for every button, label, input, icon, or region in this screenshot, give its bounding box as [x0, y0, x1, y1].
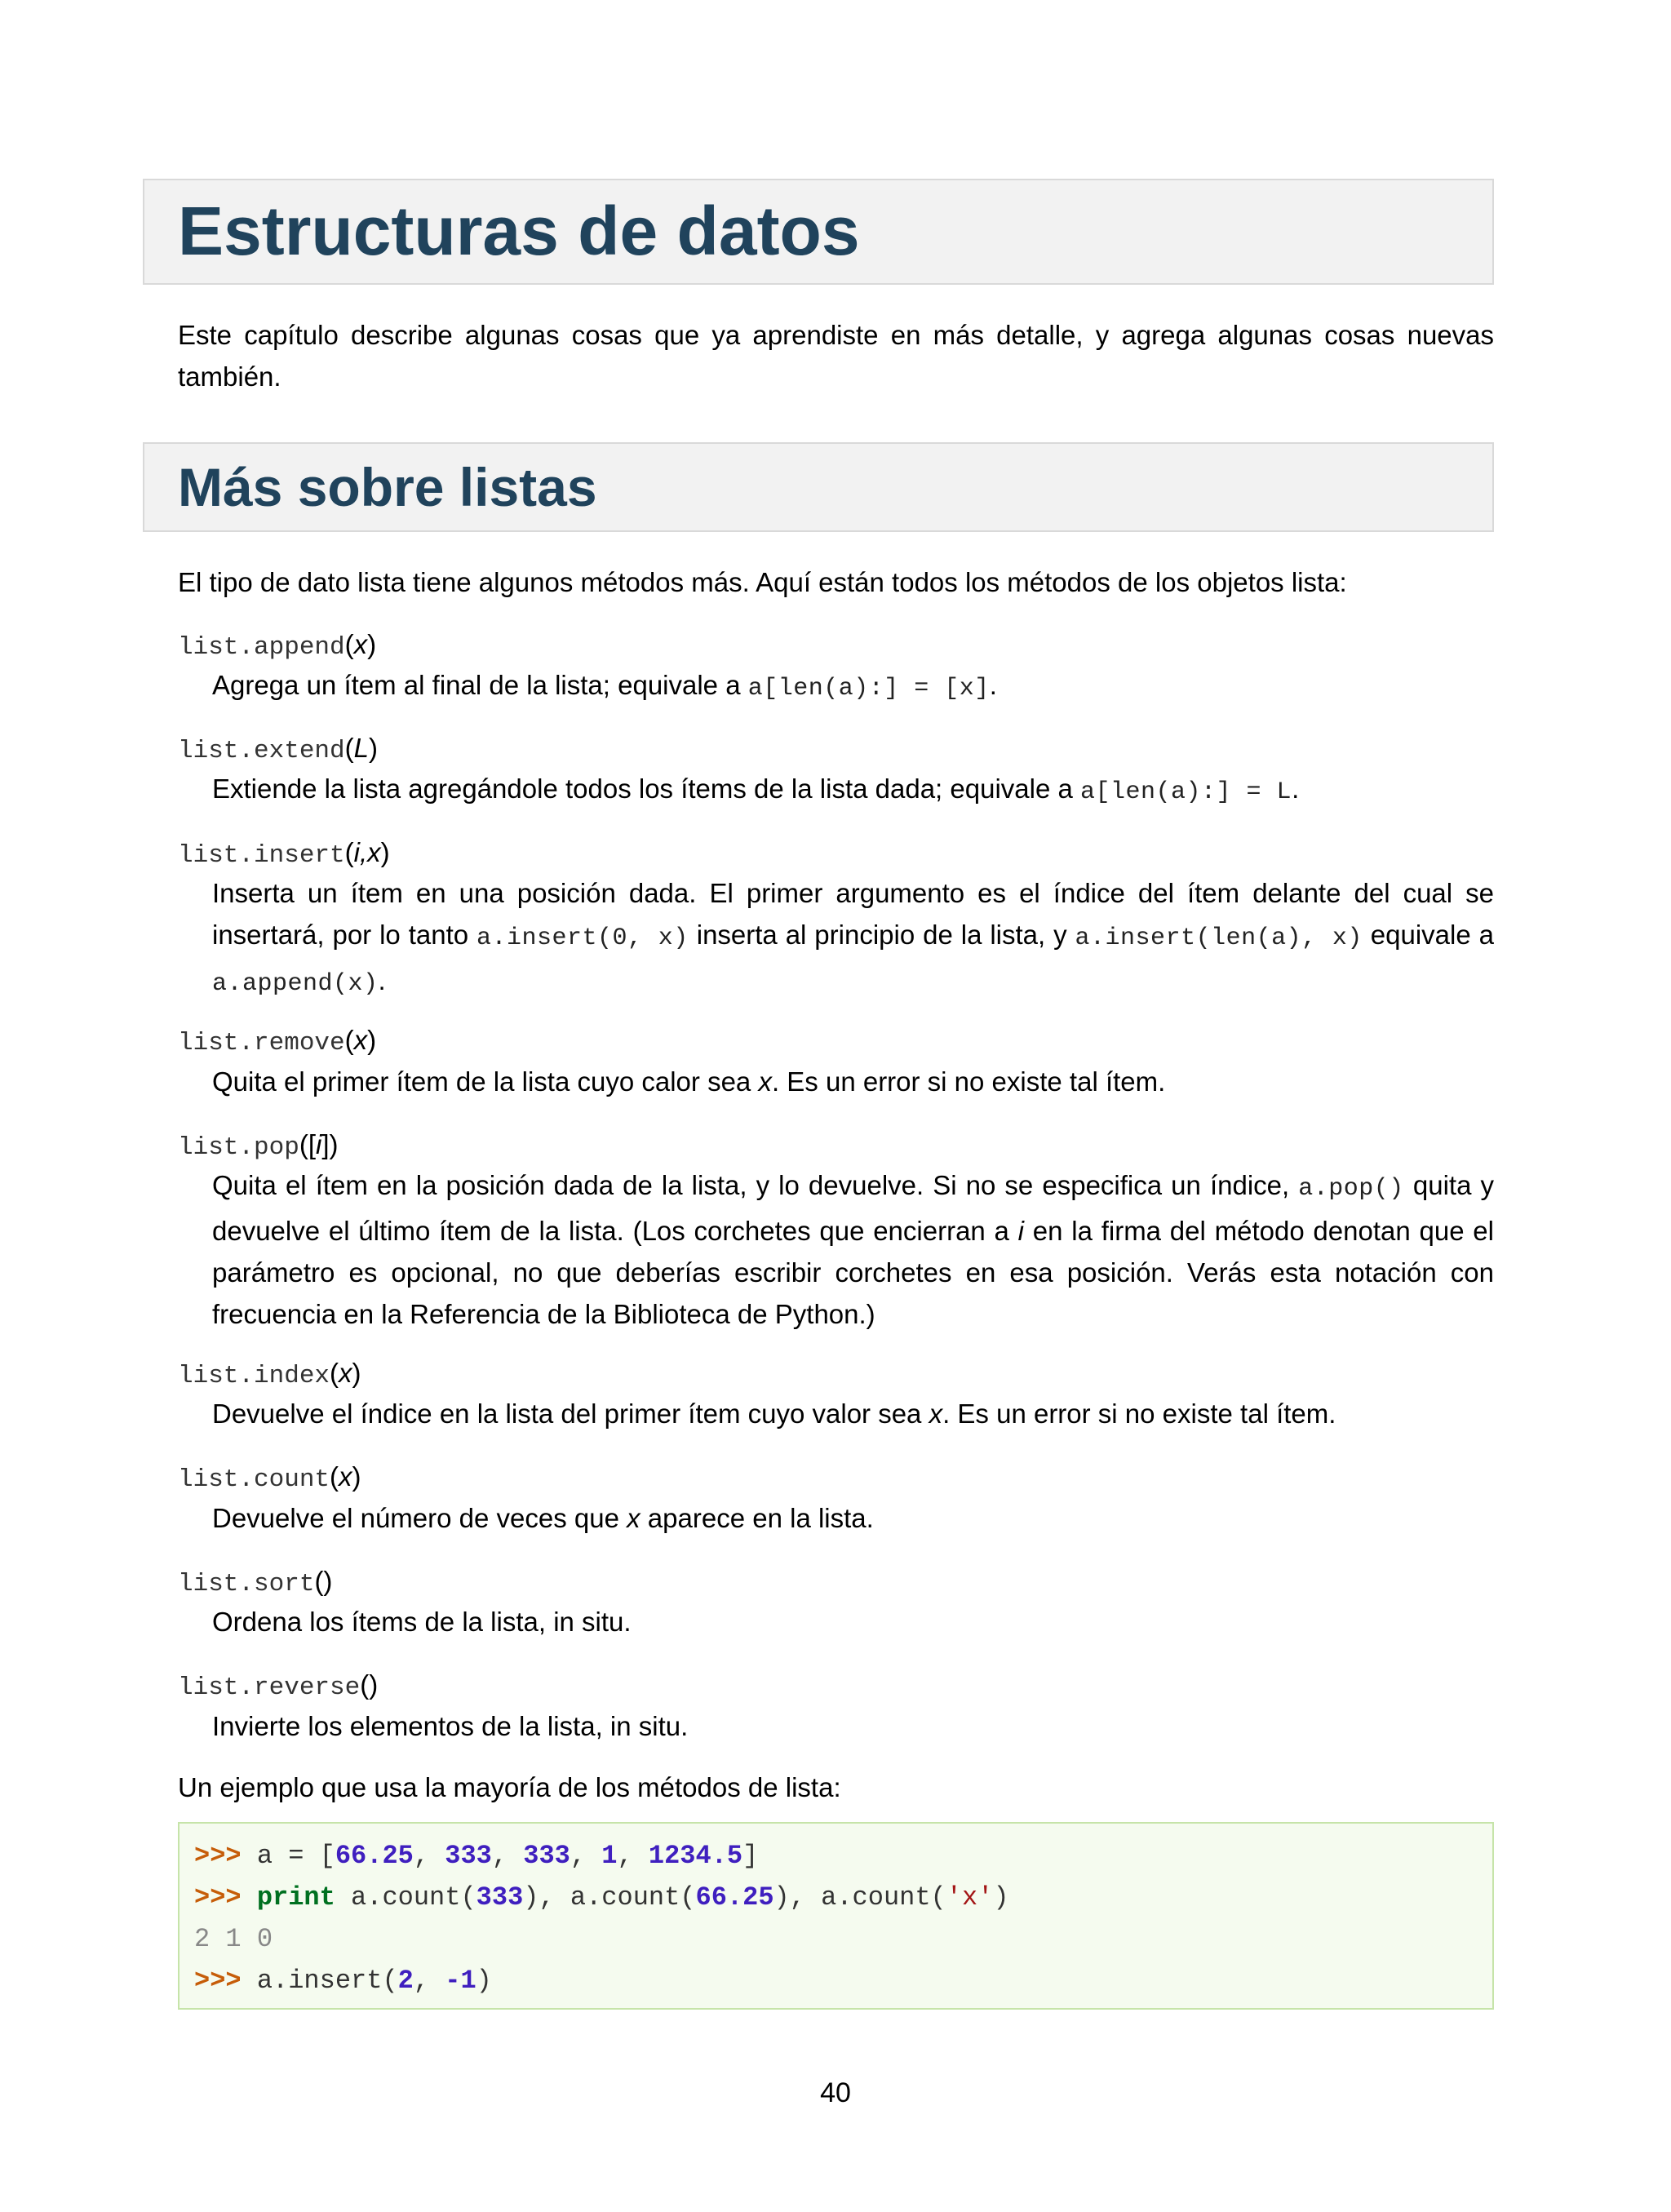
method-description-count: Devuelve el número de veces que x aparece en la lista.	[212, 1503, 874, 1533]
chapter-title: Estructuras de datos	[178, 193, 860, 269]
example-intro: Un ejemplo que usa la mayoría de los métodos de lista:	[178, 1772, 841, 1802]
section-intro: El tipo de dato lista tiene algunos métodos más. Aquí están todos los métodos de los objetos lista:	[178, 567, 1347, 597]
chapter-intro: Este capítulo describe algunas cosas que ya aprendiste en más detalle, y agrega algunas cosas nuevas también.	[178, 320, 1494, 392]
method-signature-remove: list.remove(x)	[178, 1025, 377, 1057]
section-title-box	[143, 442, 1494, 532]
method-description-append: Agrega un ítem al final de la lista; equivale a a[len(a):] = [x].	[212, 670, 997, 703]
section-title: Más sobre listas	[178, 457, 597, 517]
method-signature-index: list.index(x)	[178, 1358, 361, 1390]
method-description-index: Devuelve el índice en la lista del primer ítem cuyo valor sea x. Es un error si no existe tal ítem.	[212, 1399, 1336, 1429]
code-line: >>> print a.count(333), a.count(66.25), a.count('x')	[194, 1882, 1009, 1913]
method-description-remove: Quita el primer ítem de la lista cuyo calor sea x. Es un error si no existe tal ítem.	[212, 1066, 1166, 1097]
method-description-sort: Ordena los ítems de la lista, in situ.	[212, 1607, 632, 1637]
method-signature-extend: list.extend(L)	[178, 733, 378, 765]
method-signature-insert: list.insert(i,x)	[178, 837, 390, 870]
method-signature-pop: list.pop([i])	[178, 1129, 339, 1162]
code-line: >>> a.insert(2, -1)	[194, 1966, 492, 1996]
code-example-block	[178, 1822, 1494, 2010]
method-description-insert: Inserta un ítem en una posición dada. El primer argumento es el índice del ítem delante del cual se insertará, por lo tanto a.insert(0, x) inserta al principio de la lista, y a.insert(len(a), x) equivale a a.append(x).	[212, 878, 1494, 998]
method-signature-count: list.count(x)	[178, 1461, 361, 1494]
chapter-title-box	[143, 179, 1494, 285]
method-signature-append: list.append(x)	[178, 629, 377, 662]
method-signature-reverse: list.reverse()	[178, 1669, 379, 1702]
method-description-extend: Extiende la lista agregándole todos los ítems de la lista dada; equivale a a[len(a):] = L.	[212, 774, 1300, 806]
method-description-reverse: Invierte los elementos de la lista, in situ.	[212, 1711, 689, 1741]
page-number: 40	[820, 2077, 851, 2108]
code-output-line: 2 1 0	[194, 1924, 273, 1954]
method-description-pop: Quita el ítem en la posición dada de la lista, y lo devuelve. Si no se especifica un índice, a.pop() quita y devuelve el último ítem de la lista. (Los corchetes que encierran a i en la firma del método denotan que el parámetro es opcional, no que deberías escribir corchetes en esa posición. Verás esta notación con frecuencia en la Referencia de la Biblioteca de Python.)	[212, 1170, 1494, 1329]
method-signature-sort: list.sort()	[178, 1566, 333, 1598]
code-line: >>> a = [66.25, 333, 333, 1, 1234.5]	[194, 1841, 759, 1871]
